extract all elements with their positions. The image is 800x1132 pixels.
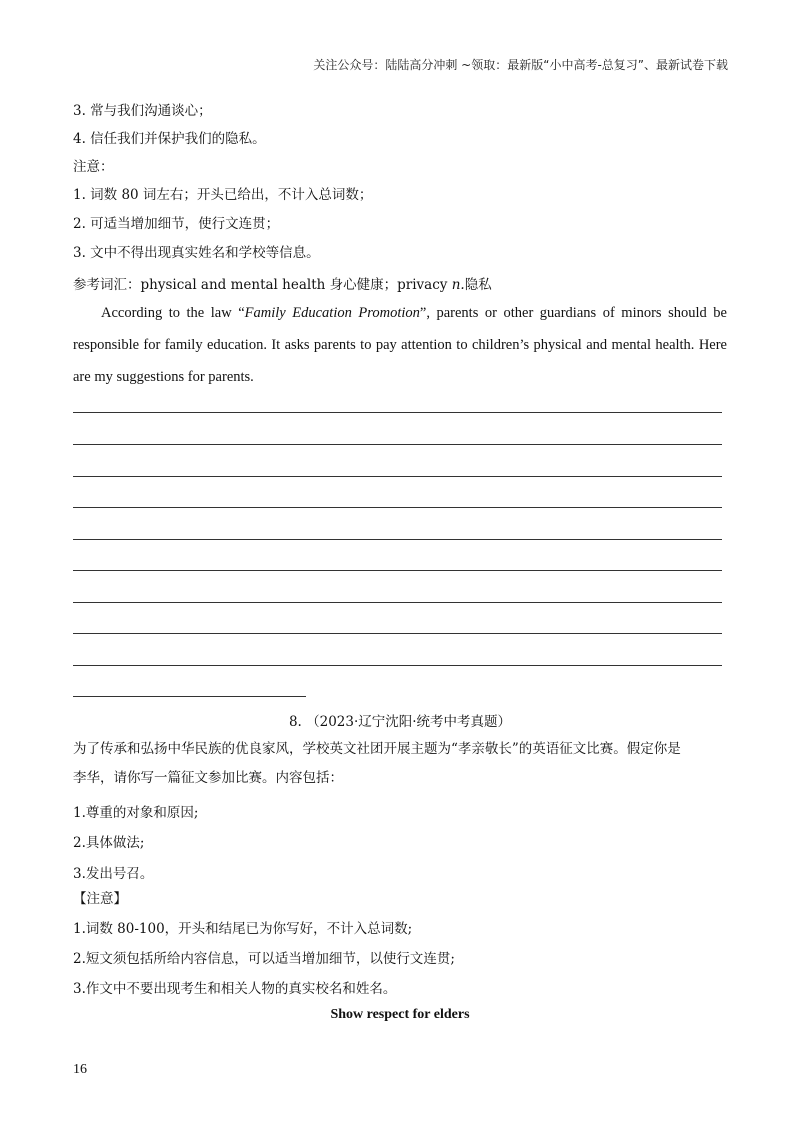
writing-line [73,539,722,540]
task7-note-1: 1. 词数 80 词左右；开头已给出，不计入总词数； [73,187,373,203]
task8-heading: 8. （2023·辽宁沈阳·统考中考真题） [288,714,512,730]
task8-notes-title: 【注意】 [73,891,127,907]
writing-line [73,633,722,634]
essay-title: Show respect for elders [330,1007,470,1022]
page-header: 关注公众号：陆陆高分冲刺 ~领取：最新版“小中高考-总复习”、最新试卷下载 [313,58,728,72]
task8-item-1: 1.尊重的对象和原因; [73,805,199,821]
task8-note-3: 3.作文中不要出现考生和相关人物的真实校名和姓名。 [73,981,397,997]
task7-note-3: 3. 文中不得出现真实姓名和学校等信息。 [73,245,320,261]
task7-opening-paragraph: According to the law “Family Education Promotion”, parents or other guardians of minors should be responsible for family education. It asks parents to pay attention to children’s physical and mental health. Here are my suggestions for parents. [73,305,727,385]
task7-vocabulary: 参考词汇：physical and mental health 身心健康；privacy n.隐私 [73,277,492,293]
writing-line [73,412,722,413]
task7-item-3: 3. 常与我们沟通谈心； [73,103,212,119]
task7-item-4: 4. 信任我们并保护我们的隐私。 [73,131,266,147]
page-number: 16 [73,1062,87,1077]
task7-note-2: 2. 可适当增加细节，使行文连贯； [73,216,280,232]
writing-line [73,665,722,666]
writing-line [73,570,722,571]
task8-note-1: 1.词数 80-100，开头和结尾已为你写好，不计入总词数; [73,921,413,937]
task8-item-2: 2.具体做法; [73,835,145,851]
writing-line [73,444,722,445]
writing-line [73,507,722,508]
writing-line [73,476,722,477]
task8-item-3: 3.发出号召。 [73,866,154,882]
writing-line [73,602,722,603]
task8-prompt-line-1: 为了传承和弘扬中华民族的优良家风，学校英文社团开展主题为“孝亲敬长”的英语征文比赛。假定你是 [73,741,681,757]
task8-prompt-line-2: 李华，请你写一篇征文参加比赛。内容包括： [73,770,343,786]
task7-notes-title: 注意： [73,159,114,175]
task8-note-2: 2.短文须包括所给内容信息，可以适当增加细节，以使行文连贯; [73,951,455,967]
writing-line-short [73,696,306,697]
